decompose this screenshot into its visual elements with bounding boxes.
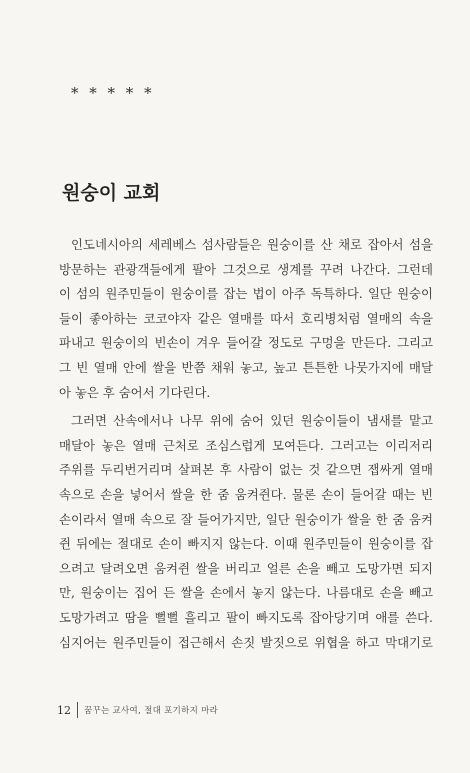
page-footer	[57, 702, 218, 718]
section-ornament: * * * * *	[71, 84, 155, 102]
paragraph	[59, 233, 433, 405]
text-line: 인도네시아의 세레베스 섬사람들은 원숭이를 산 채로 잡아서 섬을	[71, 237, 433, 252]
text-line: 매달아 놓은 열매 근처로 조심스럽게 모여든다. 그러고는 이리저리	[59, 437, 433, 453]
body-text	[59, 233, 433, 655]
text-line: 도망가려고 땀을 뻘뻘 흘리고 팔이 빠지도록 잡아당기며 애를 쓴다.	[59, 609, 433, 625]
footer-divider	[77, 702, 78, 718]
text-line: 들이 좋아하는 코코야자 같은 열매를 따서 호리병처럼 열매의 속을	[59, 310, 433, 326]
text-line: 그 빈 열매 안에 쌀을 반쯤 채워 놓고, 높고 튼튼한 나뭇가지에 매달	[59, 359, 433, 375]
text-line: 아 놓은 후 숨어서 기다린다.	[59, 384, 211, 400]
text-line: 주위를 두리번거리며 살펴본 후 사람이 없는 것 같으면 잽싸게 열매	[59, 462, 433, 478]
text-line: 으려고 달려오면 움켜쥔 쌀을 버리고 얼른 손을 빼고 도망가면 되지	[59, 560, 433, 576]
paragraph	[59, 409, 433, 655]
text-line: 파내고 원숭이의 빈손이 겨우 들어갈 정도로 구멍을 만든다. 그리고	[59, 335, 433, 351]
text-line: 만, 원숭이는 집어 든 쌀을 손에서 놓지 않는다. 나름대로 손을 빼고	[59, 585, 433, 601]
running-title: 꿈꾸는 교사여, 절대 포기하지 마라	[84, 706, 219, 716]
text-line: 그러면 산속에서나 나무 위에 숨어 있던 원숭이들이 냄새를 맡고	[71, 413, 433, 429]
text-line: 속으로 손을 넣어서 쌀을 한 줌 움켜쥔다. 물론 손이 들어갈 때는 빈	[59, 486, 433, 502]
chapter-title: 원숭이 교회	[62, 182, 161, 204]
text-line: 손이라서 열매 속으로 잘 들어가지만, 일단 원숭이가 쌀을 한 줌 움켜	[59, 511, 433, 527]
text-line: 심지어는 원주민들이 접근해서 손짓 발짓으로 위협을 하고 막대기로	[59, 634, 433, 650]
text-line: 쥔 뒤에는 절대로 손이 빠지지 않는다. 이때 원주민들이 원숭이를 잡	[59, 536, 433, 552]
text-line: 방문하는 관광객들에게 팔아 그것으로 생계를 꾸려 나간다. 그런데	[59, 261, 433, 277]
text-line: 이 섬의 원주민들이 원숭이를 잡는 법이 아주 독특하다. 일단 원숭이	[59, 286, 433, 302]
page-number: 12	[57, 703, 71, 717]
